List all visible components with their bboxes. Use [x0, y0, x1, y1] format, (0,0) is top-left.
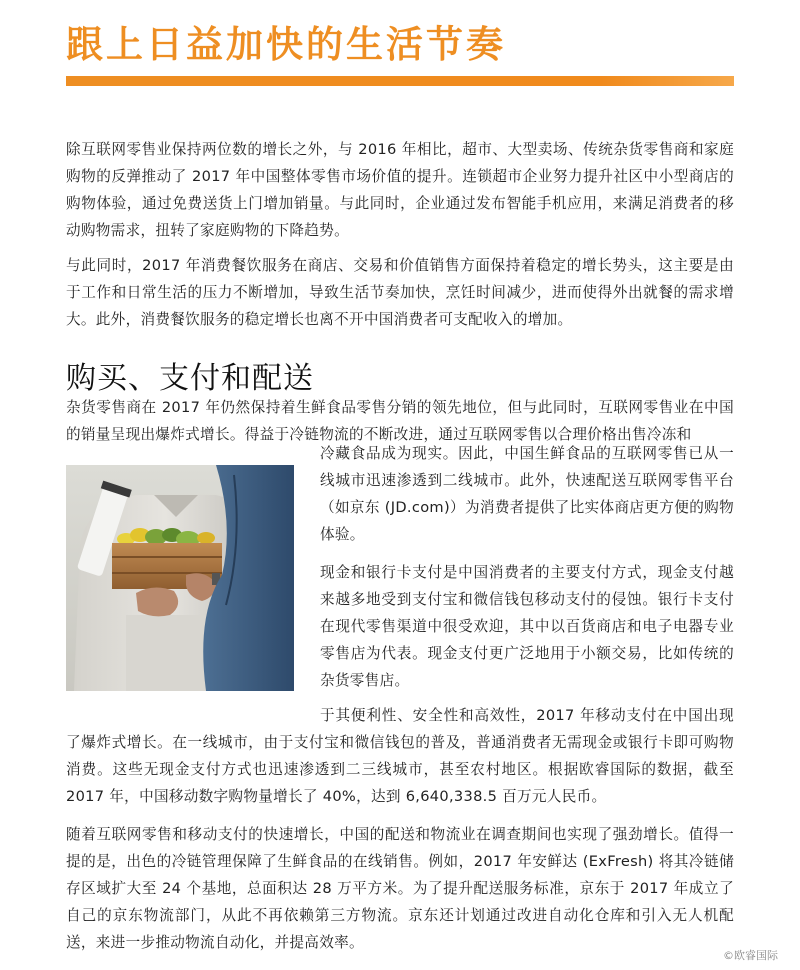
logistics-paragraph: 随着互联网零售和移动支付的快速增长，中国的配送和物流业在调查期间也实现了强劲增长。值得一提的是，出色的冷链管理保障了生鲜食品的在线销售。例如，2017 年安鲜达 (ExFresh) 将其冷链储存区域扩大至 24 个基地，总面积达 28 万平方米。为了提升配送服务标准，京东于 2017 年成立了自己的京东物流部门，从此不再依赖第三方物流。京东还计划通过改进自动化仓库和引入无人机配送，来进一步推动物流自动化，并提高效率。: [66, 826, 734, 951]
page-title: 跟上日益加快的生活节奏: [66, 23, 506, 66]
section-heading: 购买、支付和配送: [66, 361, 314, 396]
grocery-paragraph-top: 杂货零售商在 2017 年仍然保持着生鲜食品零售分销的领先地位，但与此同时，互联网零售业在中国的销量呈现出爆炸式增长。得益于冷链物流的不断改进，通过互联网零售以合理价格出售冷冻和: [66, 399, 734, 443]
intro-paragraph: 除互联网零售业保持两位数的增长之外，与 2016 年相比，超市、大型卖场、传统杂货零售商和家庭购物的反弹推动了 2017 年中国整体零售市场价值的提升。连锁超市企业努力提升社区中小型商店的购物体验，通过免费送货上门增加销量。与此同时，企业通过发布智能手机应用，来满足消费者的移动购物需求，扭转了家庭购物的下降趋势。: [66, 141, 734, 239]
foodservice-paragraph: 与此同时，2017 年消费餐饮服务在商店、交易和价值销售方面保持着稳定的增长势头，这主要是由于工作和日常生活的压力不断增加，导致生活节奏加快，烹饪时间减少，进而使得外出就餐的需求增大。此外，消费餐饮服务的稳定增长也离不开中国消费者可支配收入的增加。: [66, 257, 734, 328]
payment-paragraph: 现金和银行卡支付是中国消费者的主要支付方式，现金支付越来越多地受到支付宝和微信钱包移动支付的侵蚀。银行卡支付在现代零售渠道中很受欢迎，其中以百货商店和电子电器专业零售店为代表。现金支付更广泛地用于小额交易，比如传统的杂货零售店。: [320, 564, 734, 689]
delivery-photo: [66, 465, 294, 691]
mobile-payment-paragraph: 于其便利性、安全性和高效性，2017 年移动支付在中国出现了爆炸式增长。在一线城市，由于支付宝和微信钱包的普及，普通消费者无需现金或银行卡即可购物消费。这些无现金支付方式也迅速渗透到二三线城市，甚至农村地区。根据欧睿国际的数据，截至 2017 年，中国移动数字购物量增长了 40%，达到 6,640,338.5 百万元人民币。: [66, 707, 734, 805]
copyright-notice: ©欧睿国际: [723, 949, 778, 962]
grocery-paragraph-side: 冷藏食品成为现实。因此，中国生鲜食品的互联网零售已从一线城市迅速渗透到二线城市。此外，快速配送互联网零售平台（如京东 (JD.com)）为消费者提供了比实体商店更方便的购物体验。: [320, 445, 734, 543]
title-underline: [66, 76, 734, 86]
